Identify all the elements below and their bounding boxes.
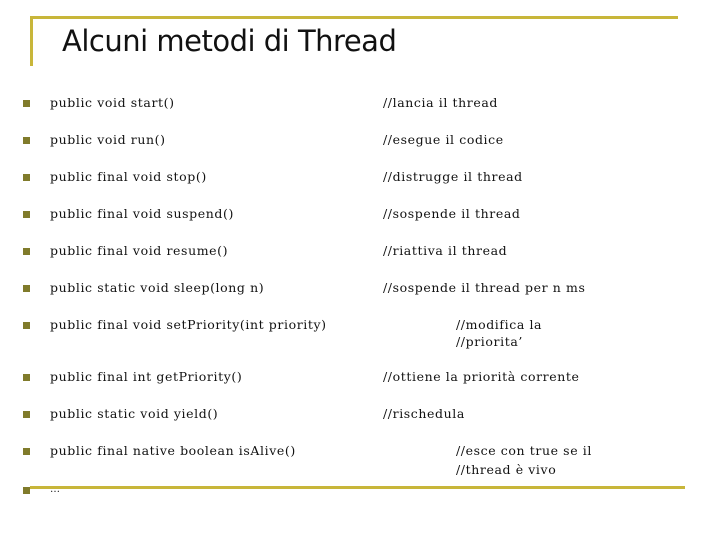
method-signature: public final void suspend() <box>50 206 234 221</box>
method-signature: public static void yield() <box>50 406 219 421</box>
method-comment-line1: //esce con true se il <box>456 443 592 458</box>
bottom-rule <box>30 486 685 489</box>
bullet-icon <box>23 487 30 494</box>
bullet-icon <box>23 248 30 255</box>
bullet-icon <box>23 374 30 381</box>
bullet-icon <box>23 100 30 107</box>
top-rule <box>30 16 678 19</box>
method-signature: public static void sleep(long n) <box>50 280 265 295</box>
slide-title: Alcuni metodi di Thread <box>62 24 397 58</box>
bullet-icon <box>23 448 30 455</box>
bullet-icon <box>23 411 30 418</box>
method-comment: //lancia il thread <box>383 95 499 110</box>
method-comment: //ottiene la priorità corrente <box>383 369 580 384</box>
method-signature: public final void stop() <box>50 169 207 184</box>
ellipsis-item: … <box>50 484 61 495</box>
method-comment-line1: //modifica la <box>456 317 543 332</box>
left-rule <box>30 16 33 66</box>
bullet-icon <box>23 137 30 144</box>
method-comment: //distrugge il thread <box>383 169 523 184</box>
method-comment: //sospende il thread per n ms <box>383 280 586 295</box>
bullet-icon <box>23 322 30 329</box>
method-comment-line2: //thread è vivo <box>456 462 557 477</box>
bullet-icon <box>23 285 30 292</box>
bullet-icon <box>23 211 30 218</box>
method-signature: public final void resume() <box>50 243 229 258</box>
method-signature: public void start() <box>50 95 175 110</box>
method-comment: //esegue il codice <box>383 132 504 147</box>
method-signature: public void run() <box>50 132 166 147</box>
method-signature: public final native boolean isAlive() <box>50 443 296 458</box>
method-comment: //rischedula <box>383 406 465 421</box>
method-signature: public final int getPriority() <box>50 369 243 384</box>
method-comment-line2: //priorita’ <box>456 334 523 349</box>
method-signature: public final void setPriority(int priority) <box>50 317 327 332</box>
method-comment: //riattiva il thread <box>383 243 508 258</box>
bullet-icon <box>23 174 30 181</box>
method-comment: //sospende il thread <box>383 206 521 221</box>
